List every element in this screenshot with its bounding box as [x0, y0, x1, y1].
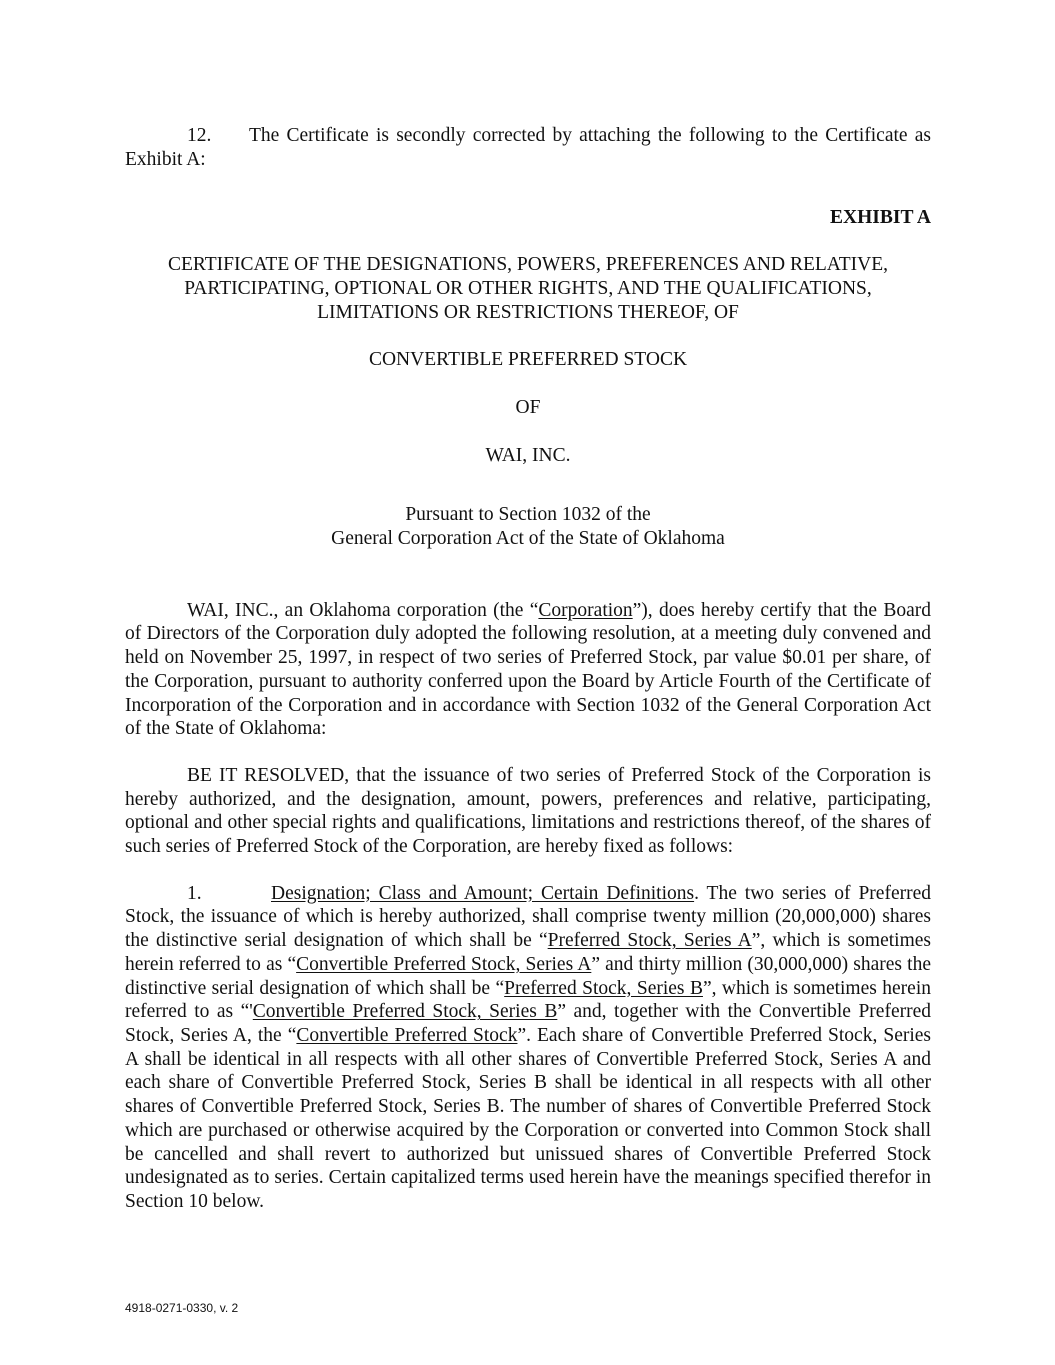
corporation-paragraph [125, 599, 931, 741]
defined-term: Convertible Preferred Stock [296, 1024, 518, 1046]
pursuant-line: Pursuant to Section 1032 of the [405, 504, 651, 526]
resolved-paragraph: BE IT RESOLVED, that the issuance of two series of Preferred Stock of the Corporation is hereby authorized, and the designation, amount, powers, preferences and relative, participating, optional and other special rights and qualifications, limitations and restrictions thereof, of the shares of such series of Preferred Stock of the Corporation, are hereby fixed as follows: [125, 764, 931, 858]
certificate-title-line: CERTIFICATE OF THE DESIGNATIONS, POWERS, PREFERENCES AND RELATIVE, [167, 254, 888, 276]
intro-paragraph [125, 124, 931, 171]
certificate-title-line: LIMITATIONS OR RESTRICTIONS THEREOF, OF [317, 301, 739, 323]
pursuant-line: General Corporation Act of the State of Oklahoma [331, 528, 725, 550]
section-1-paragraph [125, 882, 931, 1214]
paragraph-text: ” and thirty million (30,000,000) shares the distinctive serial designation of which shall be “ [125, 953, 931, 999]
pursuant-block [125, 503, 931, 550]
defined-term: Preferred Stock, Series B [504, 977, 703, 999]
paragraph-text: ”), does hereby certify that the Board of Directors of the Corporation duly adopted the following resolution, at a meeting duly convened and held on November 25, 1997, in respect of two series of Preferred Stock, par value $0.01 per share, of the Corporation, pursuant to authority conferred upon the Board by Article Fourth of the Certificate of Incorporation of the Corporation and in accordance with Section 1032 of the General Corporation Act of the State of Oklahoma: [125, 599, 931, 740]
certificate-title-line: PARTICIPATING, OPTIONAL OR OTHER RIGHTS, AND THE QUALIFICATIONS, [184, 277, 872, 299]
paragraph-text: ” and, together with the Convertible Preferred Stock, Series A, the “ [125, 1001, 931, 1046]
defined-term-corporation: Corporation [538, 599, 633, 621]
paragraph-text: ”, which is sometimes herein referred to as “ [125, 930, 931, 975]
defined-term: Convertible Preferred Stock, Series B [252, 1001, 558, 1023]
defined-term: Preferred Stock, Series A [547, 930, 752, 952]
section-heading: Designation; Class and Amount; Certain Definitions [271, 882, 695, 904]
stock-title: CONVERTIBLE PREFERRED STOCK [368, 349, 688, 371]
company-name: WAI, INC. [485, 444, 571, 466]
paragraph-text: ”, which is sometimes herein referred to as “' [125, 977, 931, 1023]
document-page [125, 124, 931, 1214]
intro-text: The Certificate is secondly corrected by attaching the following to the Certificate as Exhibit A: [125, 125, 931, 170]
paragraph-text: . The two series of Preferred Stock, the issuance of which is hereby authorized, shall comprise twenty million (20,000,000) shares the distinctive serial designation of which shall be “ [125, 882, 931, 952]
defined-term: Convertible Preferred Stock, Series A [296, 953, 592, 975]
section-number: 1. [187, 882, 202, 904]
intro-number: 12. [187, 125, 212, 146]
certificate-title [125, 253, 931, 324]
of-label: OF [515, 396, 541, 418]
footer-document-id: 4918-0271-0330, v. 2 [125, 1301, 239, 1315]
paragraph-text: WAI, INC., an Oklahoma corporation (the “ [187, 599, 539, 621]
exhibit-label: EXHIBIT A [830, 207, 931, 229]
paragraph-text: ”. Each share of Convertible Preferred Stock, Series A shall be identical in all respects with all other shares of Convertible Preferred Stock, Series A and each share of Convertible Preferred Stock, Series B shall be identical in all respects with all other shares of Convertible Preferred Stock, Series B. The number of shares of Convertible Preferred Stock which are purchased or otherwise acquired by the Corporation or converted into Common Stock shall be cancelled and shall revert to authorized but unissued shares of Convertible Preferred Stock undesignated as to series. Certain capitalized terms used herein have the meanings specified therefor in Section 10 below. [125, 1024, 932, 1212]
